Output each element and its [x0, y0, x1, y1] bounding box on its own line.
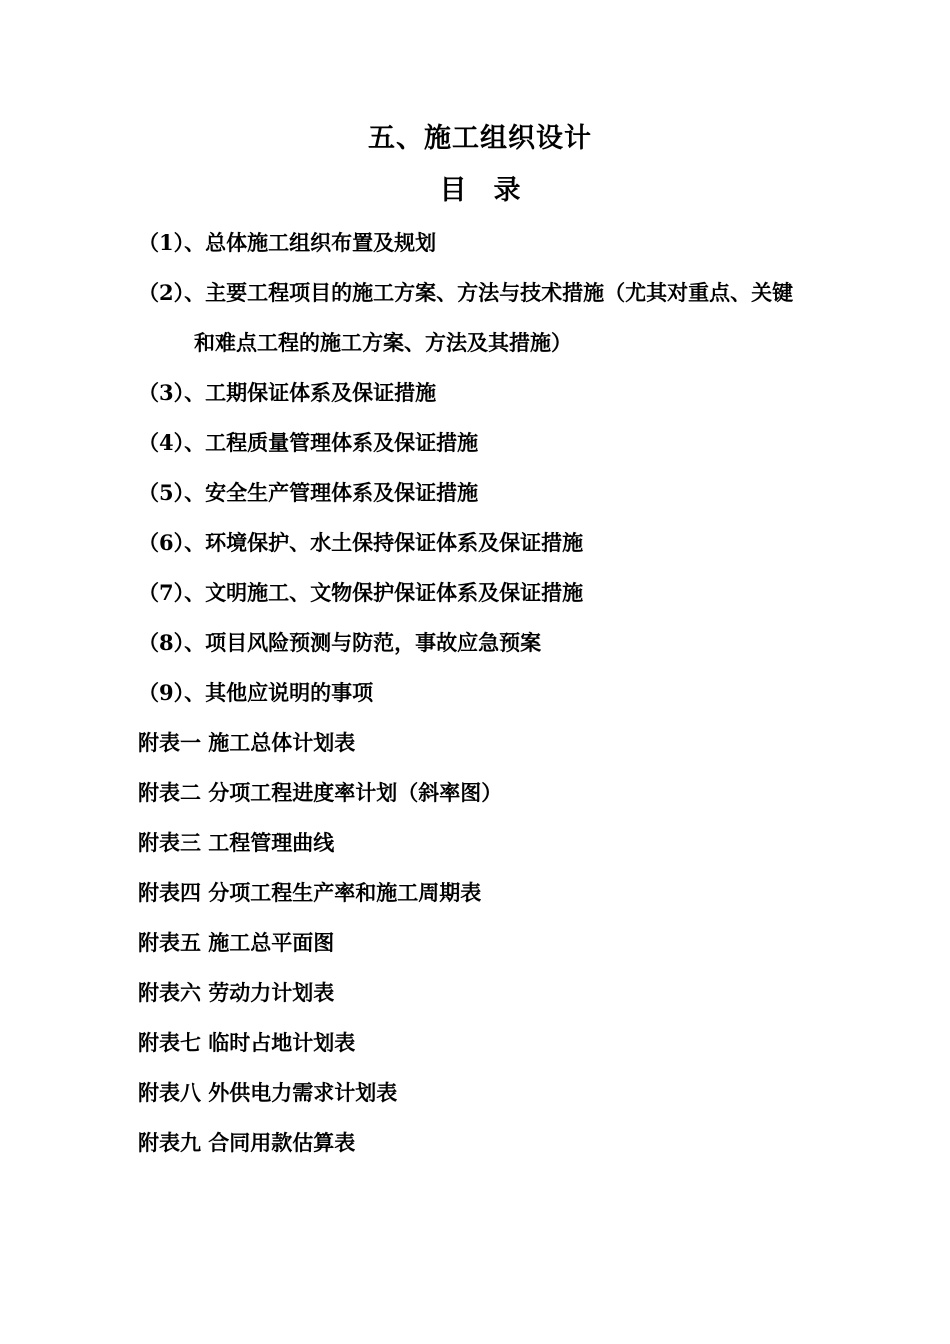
toc-item-1 — [138, 218, 858, 268]
toc-item-line: （1）、总体施工组织布置及规划 — [138, 230, 437, 255]
toc-item-2 — [138, 268, 858, 368]
toc-item-line: （8）、项目风险预测与防范，事故应急预案 — [138, 630, 542, 655]
toc-appendix-5 — [138, 918, 858, 968]
toc-item-line: 附表五 施工总平面图 — [138, 930, 335, 955]
toc-appendix-2 — [138, 768, 858, 818]
toc-item-line: 附表七 临时占地计划表 — [138, 1030, 356, 1055]
toc-item-line: （9）、其他应说明的事项 — [138, 680, 374, 705]
toc-appendix-9 — [138, 1118, 858, 1168]
toc-appendix-4 — [138, 868, 858, 918]
toc-item-line: （4）、工程质量管理体系及保证措施 — [138, 430, 479, 455]
toc-item-line: 附表三 工程管理曲线 — [138, 830, 335, 855]
toc-item-4 — [138, 418, 858, 468]
toc-item-7 — [138, 568, 858, 618]
toc-item-line: 附表二 分项工程进度率计划（斜率图） — [138, 780, 503, 805]
toc-appendix-3 — [138, 818, 858, 868]
toc-item-line: （7）、文明施工、文物保护保证体系及保证措施 — [138, 580, 584, 605]
toc-item-line: 附表八 外供电力需求计划表 — [138, 1080, 398, 1105]
toc-item-8 — [138, 618, 858, 668]
toc-item-line: （5）、安全生产管理体系及保证措施 — [138, 480, 479, 505]
toc-item-line: （2）、主要工程项目的施工方案、方法与技术措施（尤其对重点、关键 — [138, 280, 794, 305]
toc-appendix-7 — [138, 1018, 858, 1068]
toc-appendix-6 — [138, 968, 858, 1018]
toc-list — [138, 218, 858, 1168]
document-title: 五、施工组织设计 — [368, 123, 592, 154]
toc-appendix-1 — [138, 718, 858, 768]
toc-item-line: 附表六 劳动力计划表 — [138, 980, 335, 1005]
toc-item-line: 附表九 合同用款估算表 — [138, 1130, 356, 1155]
toc-item-5 — [138, 468, 858, 518]
toc-item-9 — [138, 668, 858, 718]
toc-item-line: （6）、环境保护、水土保持保证体系及保证措施 — [138, 530, 584, 555]
toc-item-line-continued: 和难点工程的施工方案、方法及其措施） — [194, 330, 572, 355]
toc-appendix-8 — [138, 1068, 858, 1118]
toc-heading: 目 录 — [439, 175, 521, 206]
toc-item-line: 附表四 分项工程生产率和施工周期表 — [138, 880, 482, 905]
toc-item-3 — [138, 368, 858, 418]
toc-item-line: （3）、工期保证体系及保证措施 — [138, 380, 437, 405]
toc-item-line: 附表一 施工总体计划表 — [138, 730, 356, 755]
toc-item-6 — [138, 518, 858, 568]
